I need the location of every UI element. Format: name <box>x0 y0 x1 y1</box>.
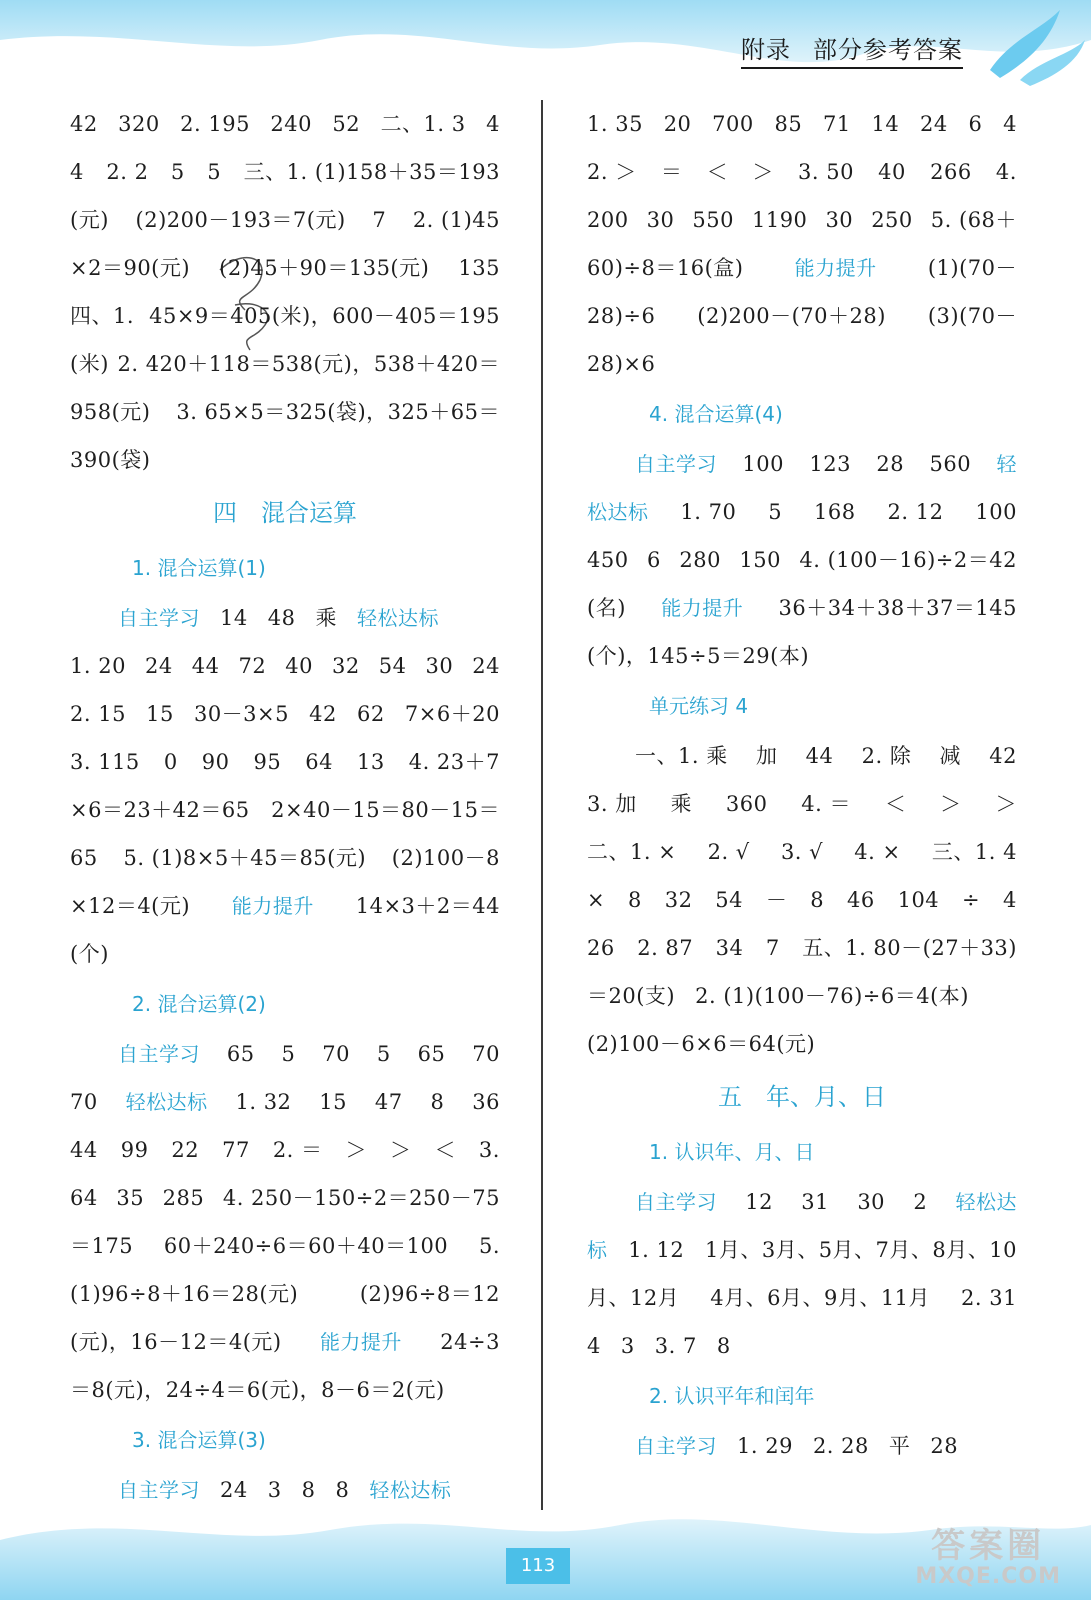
answer-token: (元) <box>70 208 109 232</box>
answer-token: 3. 115 <box>70 750 140 774</box>
answer-token: 3. √ <box>780 840 824 864</box>
answer-line <box>587 148 1017 196</box>
section-heading: 1. 认识年、月、日 <box>649 1140 815 1164</box>
answer-token: 1. 12 <box>628 1238 685 1262</box>
answer-line <box>70 100 500 148</box>
section-heading: 4. 混合运算(4) <box>649 402 783 426</box>
answer-token: 42 <box>70 112 98 136</box>
section-label: 自主学习 <box>118 606 200 630</box>
answer-token: 12 <box>745 1190 774 1214</box>
answer-token: 4 <box>587 1334 601 1358</box>
answer-token: 36＋34＋38＋37＝145 <box>778 596 1017 620</box>
answer-token: 168 <box>814 500 856 524</box>
answer-line <box>587 488 1017 536</box>
answer-token: (2)100－8 <box>391 846 500 870</box>
answer-token: 14×3＋2＝44 <box>355 894 500 918</box>
answer-token: 4 <box>486 112 500 136</box>
answer-token: 70 <box>472 1042 500 1066</box>
answer-token: 加 <box>755 744 778 768</box>
answer-token: (元)，16－12＝4(元) <box>70 1330 282 1354</box>
answer-token: 45×9＝405(米)，600－405＝195 <box>149 304 500 328</box>
answer-token: 1. 70 <box>680 500 737 524</box>
section-heading: 单元练习 4 <box>649 694 749 718</box>
answer-token: 1. 35 <box>587 112 643 136</box>
answer-token: 2. 28 <box>812 1434 869 1458</box>
answer-line <box>587 876 1017 924</box>
answer-token: 390(袋) <box>70 448 151 472</box>
answer-line <box>70 196 500 244</box>
answer-token: 54 <box>715 888 744 912</box>
page-number: 113 <box>506 1548 570 1584</box>
answer-token: 100 <box>742 452 784 476</box>
answer-token: ＝8(元)，24÷4＝6(元)，8－6＝2(元) <box>70 1378 445 1402</box>
answer-token: 3. 加 <box>587 792 637 816</box>
answer-token: 4. ＝ <box>801 792 852 816</box>
answer-token: 3. <box>478 1138 500 1162</box>
left-answer-column <box>70 100 500 1514</box>
answer-token: 28 <box>876 452 905 476</box>
answer-line <box>587 1274 1017 1322</box>
answer-token: 48 <box>267 606 296 630</box>
answer-token: 42 <box>989 744 1017 768</box>
answer-token: 一、1. 乘 <box>635 744 728 768</box>
answer-token: 550 <box>692 208 734 232</box>
answer-token: 4. <box>995 160 1017 184</box>
answer-token: 24÷3 <box>440 1330 500 1354</box>
answer-token: 200 <box>587 208 629 232</box>
watermark-url: MXQE.COM <box>915 1564 1061 1589</box>
answer-line <box>70 1174 500 1222</box>
answer-token: － <box>765 888 788 912</box>
answer-token: 26 <box>587 936 615 960</box>
section-label: 松达标 <box>587 500 649 524</box>
answer-token: 266 <box>930 160 972 184</box>
answer-line <box>70 834 500 882</box>
answer-line <box>587 584 1017 632</box>
answer-line <box>587 632 1017 680</box>
answer-token: 二、1. 3 <box>380 112 466 136</box>
section-label: 轻松达标 <box>356 606 439 630</box>
answer-token: ＞ <box>995 792 1017 816</box>
answer-token: 320 <box>118 112 160 136</box>
answer-line <box>70 738 500 786</box>
answer-token: ＜ <box>884 792 907 816</box>
answer-line <box>70 244 500 292</box>
section-label: 能力提升 <box>231 894 314 918</box>
answer-token: 32 <box>664 888 693 912</box>
answer-token: 64 <box>70 1186 98 1210</box>
answer-token: 2. √ <box>707 840 750 864</box>
answer-token: 3. 65×5＝325(袋)，325＋65＝ <box>176 400 500 424</box>
appendix-header <box>741 30 963 69</box>
answer-token: 31 <box>801 1190 830 1214</box>
answer-token: 65 <box>226 1042 255 1066</box>
answer-line <box>587 536 1017 584</box>
answer-token: 44 <box>70 1138 98 1162</box>
answer-token: 4 <box>1003 112 1017 136</box>
answer-token: 8 <box>810 888 825 912</box>
answer-token: 40 <box>878 160 906 184</box>
answer-token: 450 <box>587 548 629 572</box>
answer-token: 15 <box>146 702 174 726</box>
answer-token: 72 <box>238 654 267 678</box>
answer-line <box>70 388 500 436</box>
answer-token: 2. 195 <box>180 112 250 136</box>
answer-line <box>587 1020 1017 1068</box>
answer-token: 5 <box>170 160 185 184</box>
section-heading: 2. 混合运算(2) <box>132 992 266 1016</box>
answer-line <box>70 148 500 196</box>
answer-token: 13 <box>356 750 385 774</box>
section-heading: 3. 混合运算(3) <box>132 1428 266 1452</box>
section-label: 自主学习 <box>118 1478 200 1502</box>
answer-token: ＜ <box>706 160 729 184</box>
answer-token: ＝ <box>660 160 683 184</box>
answer-token: 2. 12 <box>887 500 944 524</box>
answer-token: ＞ <box>940 792 962 816</box>
answer-token: ×12＝4(元) <box>70 894 191 918</box>
answer-token: 2. 87 <box>637 936 694 960</box>
answer-line <box>587 1322 1017 1370</box>
answer-token: 三、1. (1)158＋35＝193 <box>243 160 500 184</box>
answer-token: (2)96÷8＝12 <box>359 1282 500 1306</box>
answer-token: 14 <box>871 112 900 136</box>
answer-line <box>587 340 1017 388</box>
answer-token: 5 <box>281 1042 296 1066</box>
answer-token: ＞ <box>752 160 774 184</box>
answer-token: 乘 <box>670 792 693 816</box>
answer-line <box>70 786 500 834</box>
answer-token: ＜ <box>434 1138 456 1162</box>
answer-token: 360 <box>725 792 768 816</box>
answer-token: 2. (1)45 <box>412 208 500 232</box>
answer-token: 二、1. × <box>587 840 677 864</box>
answer-line <box>587 1178 1017 1226</box>
answer-token: 2. (1)(100－76)÷6＝4(本) <box>695 984 969 1008</box>
answer-token: ＞ <box>389 1138 412 1162</box>
answer-token: 2. ＝ <box>272 1138 323 1162</box>
answer-token: 2. 15 <box>70 702 126 726</box>
header-title-text: 部分参考答案 <box>813 36 963 64</box>
answer-token: 22 <box>171 1138 200 1162</box>
answer-token: (个)，145÷5＝29(本) <box>587 644 810 668</box>
answer-token: 30 <box>646 208 675 232</box>
answer-token: 4. (100－16)÷2＝42 <box>799 548 1017 572</box>
answer-line <box>70 1222 500 1270</box>
section-label: 标 <box>587 1238 608 1262</box>
answer-token: 4. 250－150÷2＝250－75 <box>222 1186 500 1210</box>
answer-token: 减 <box>939 744 962 768</box>
answer-token: 7×6＋20 <box>404 702 500 726</box>
section-label: 轻 <box>996 452 1017 476</box>
answer-token: 5. (1)8×5＋45＝85(元) <box>123 846 367 870</box>
answer-token: × <box>587 888 606 912</box>
answer-token: 6 <box>968 112 983 136</box>
answer-token: 14 <box>220 606 248 630</box>
answer-token: 62 <box>357 702 385 726</box>
answer-token: 5. <box>478 1234 500 1258</box>
header-label: 附录 <box>741 36 791 64</box>
answer-token: 40 <box>285 654 313 678</box>
answer-token: 24 <box>220 1478 248 1502</box>
answer-token: 0 <box>163 750 178 774</box>
answer-token: 30－3×5 <box>193 702 289 726</box>
answer-token: 280 <box>679 548 721 572</box>
answer-token: 30 <box>825 208 854 232</box>
answer-token: 150 <box>739 548 781 572</box>
answer-line <box>587 780 1017 828</box>
answer-token: 2. ＞ <box>587 160 637 184</box>
answer-token: 3 <box>620 1334 635 1358</box>
answer-token: 1月、3月、5月、7月、8月、10 <box>704 1238 1017 1262</box>
answer-token: 2. 420＋118＝538(元)，538＋420＝ <box>117 352 500 376</box>
answer-line <box>587 244 1017 292</box>
answer-token: 34 <box>715 936 744 960</box>
answer-token: 5 <box>207 160 222 184</box>
answer-token: 平 <box>888 1434 911 1458</box>
answer-token: (名) <box>587 596 626 620</box>
answer-token: 70 <box>70 1090 98 1114</box>
answer-line <box>587 1226 1017 1274</box>
answer-line <box>70 642 500 690</box>
section-label: 能力提升 <box>319 1330 402 1354</box>
chapter-heading: 四 混合运算 <box>213 499 357 527</box>
answer-token: 4 <box>70 160 84 184</box>
answer-token: 60＋240÷6＝60＋40＝100 <box>163 1234 449 1258</box>
answer-token: 70 <box>322 1042 350 1066</box>
answer-line <box>70 930 500 978</box>
answer-line <box>70 292 500 340</box>
answer-token: 54 <box>378 654 407 678</box>
answer-token: 月、12月 <box>587 1286 680 1310</box>
section-label: 自主学习 <box>118 1042 200 1066</box>
answer-token: (1)(70－ <box>927 256 1017 280</box>
answer-token: 100 <box>975 500 1017 524</box>
answer-token: 7 <box>372 208 387 232</box>
answer-token: 4. × <box>854 840 901 864</box>
answer-token: 28)×6 <box>587 352 656 376</box>
answer-token: 250 <box>871 208 913 232</box>
answer-token: 104 <box>897 888 940 912</box>
answer-token: 28)÷6 <box>587 304 656 328</box>
answer-token: 五、1. 80－(27＋33) <box>802 936 1017 960</box>
answer-token: 28 <box>930 1434 959 1458</box>
answer-token: 24 <box>144 654 173 678</box>
answer-token: 2 <box>913 1190 928 1214</box>
answer-line <box>70 1078 500 1126</box>
answer-token: 95 <box>253 750 282 774</box>
section-label: 轻松达标 <box>369 1478 452 1502</box>
answer-token: 85 <box>774 112 803 136</box>
answer-line <box>70 436 500 484</box>
answer-token: ＝175 <box>70 1234 134 1258</box>
answer-token: 3. 50 <box>798 160 854 184</box>
answer-token: (2)200－193＝7(元) <box>135 208 346 232</box>
answer-token: 64 <box>305 750 333 774</box>
answer-line <box>587 196 1017 244</box>
answer-token: 三、1. 4 <box>931 840 1017 864</box>
answer-token: 乘 <box>315 606 337 630</box>
answer-token: 52 <box>332 112 361 136</box>
answer-line <box>70 1318 500 1366</box>
answer-token: 1190 <box>751 208 808 232</box>
answer-token: 8 <box>716 1334 731 1358</box>
answer-token: 24 <box>472 654 500 678</box>
answer-token: 2. 31 <box>961 1286 1017 1310</box>
answer-token: 1. 29 <box>737 1434 793 1458</box>
answer-token: 3 <box>267 1478 282 1502</box>
answer-token: 5. (68＋ <box>930 208 1017 232</box>
answer-token: 1. 32 <box>235 1090 292 1114</box>
answer-token: 71 <box>823 112 851 136</box>
answer-token: 2. 除 <box>861 744 912 768</box>
answer-line <box>587 440 1017 488</box>
answer-line <box>587 292 1017 340</box>
watermark <box>915 1528 1061 1590</box>
answer-token: (2)45＋90＝135(元) <box>219 256 430 280</box>
answer-token: 42 <box>309 702 337 726</box>
answer-token: 123 <box>809 452 851 476</box>
answer-line <box>587 732 1017 780</box>
answer-token: 2. 2 <box>106 160 149 184</box>
answer-token: 560 <box>929 452 972 476</box>
answer-token: 44 <box>191 654 220 678</box>
answer-token: 32 <box>331 654 360 678</box>
answer-token: 135 <box>458 256 500 280</box>
answer-token: 47 <box>374 1090 403 1114</box>
answer-token: (3)(70－ <box>927 304 1017 328</box>
answer-token: (米) <box>70 352 109 376</box>
section-heading: 1. 混合运算(1) <box>132 556 266 580</box>
answer-token: ＞ <box>345 1138 367 1162</box>
answer-token: 5 <box>376 1042 391 1066</box>
answer-token: 8 <box>301 1478 316 1502</box>
answer-token: 8 <box>430 1090 445 1114</box>
section-label: 能力提升 <box>794 256 877 280</box>
answer-token: 30 <box>425 654 454 678</box>
answer-token: 44 <box>805 744 834 768</box>
answer-token: 30 <box>857 1190 886 1214</box>
answer-token: 3. 7 <box>654 1334 697 1358</box>
answer-line <box>70 882 500 930</box>
answer-token: (个) <box>70 942 109 966</box>
answer-token: 240 <box>270 112 312 136</box>
answer-line <box>70 1126 500 1174</box>
answer-token: 5 <box>768 500 783 524</box>
section-label: 自主学习 <box>635 452 717 476</box>
answer-line <box>70 1366 500 1414</box>
answer-token: 99 <box>120 1138 149 1162</box>
answer-token: 15 <box>319 1090 348 1114</box>
chapter-heading: 五 年、月、日 <box>718 1083 886 1111</box>
answer-token: 958(元) <box>70 400 151 424</box>
answer-line <box>70 594 500 642</box>
answer-token: 8 <box>335 1478 350 1502</box>
answer-token: 4 <box>1003 888 1017 912</box>
answer-line <box>587 1422 1017 1470</box>
watermark-logo: 答案圈 <box>931 1526 1046 1566</box>
right-answer-column <box>587 100 1017 1470</box>
answer-token: 24 <box>919 112 948 136</box>
answer-token: 700 <box>712 112 754 136</box>
answer-token: ×2＝90(元) <box>70 256 191 280</box>
answer-token: 60)÷8＝16(盒) <box>587 256 744 280</box>
answer-line <box>70 690 500 738</box>
column-divider <box>541 100 543 1510</box>
answer-token: 46 <box>846 888 875 912</box>
answer-token: 77 <box>222 1138 250 1162</box>
answer-line <box>70 340 500 388</box>
answer-token: 65 <box>417 1042 446 1066</box>
answer-token: 20 <box>663 112 692 136</box>
answer-token: 4月、6月、9月、11月 <box>710 1286 931 1310</box>
answer-token: 4. 23＋7 <box>408 750 500 774</box>
section-label: 自主学习 <box>635 1190 717 1214</box>
answer-token: (2)100－6×6＝64(元) <box>587 1032 816 1056</box>
answer-token: 8 <box>627 888 642 912</box>
answer-token: 四、1. <box>70 304 135 328</box>
answer-token: (2)200－(70＋28) <box>697 304 886 328</box>
answer-token: 35 <box>116 1186 145 1210</box>
answer-token: 90 <box>201 750 230 774</box>
answer-token: ×6＝23＋42＝65 <box>70 798 250 822</box>
answer-line <box>587 100 1017 148</box>
answer-token: (1)96÷8＋16＝28(元) <box>70 1282 299 1306</box>
answer-line <box>587 828 1017 876</box>
answer-token: 65 <box>70 846 98 870</box>
answer-token: ÷ <box>962 888 981 912</box>
answer-line <box>70 1030 500 1078</box>
answer-token: 1. 20 <box>70 654 126 678</box>
answer-token: ＝20(支) <box>587 984 676 1008</box>
section-label: 轻松达 <box>955 1190 1017 1214</box>
answer-token: 36 <box>472 1090 500 1114</box>
section-label: 自主学习 <box>635 1434 717 1458</box>
section-heading: 2. 认识平年和闰年 <box>649 1384 815 1408</box>
answer-line <box>587 924 1017 972</box>
answer-token: 2×40－15＝80－15＝ <box>271 798 500 822</box>
answer-token: 285 <box>162 1186 205 1210</box>
section-label: 轻松达标 <box>125 1090 208 1114</box>
answer-token: 6 <box>647 548 661 572</box>
section-label: 能力提升 <box>661 596 744 620</box>
answer-token: 7 <box>765 936 780 960</box>
answer-line <box>70 1270 500 1318</box>
answer-line <box>587 972 1017 1020</box>
